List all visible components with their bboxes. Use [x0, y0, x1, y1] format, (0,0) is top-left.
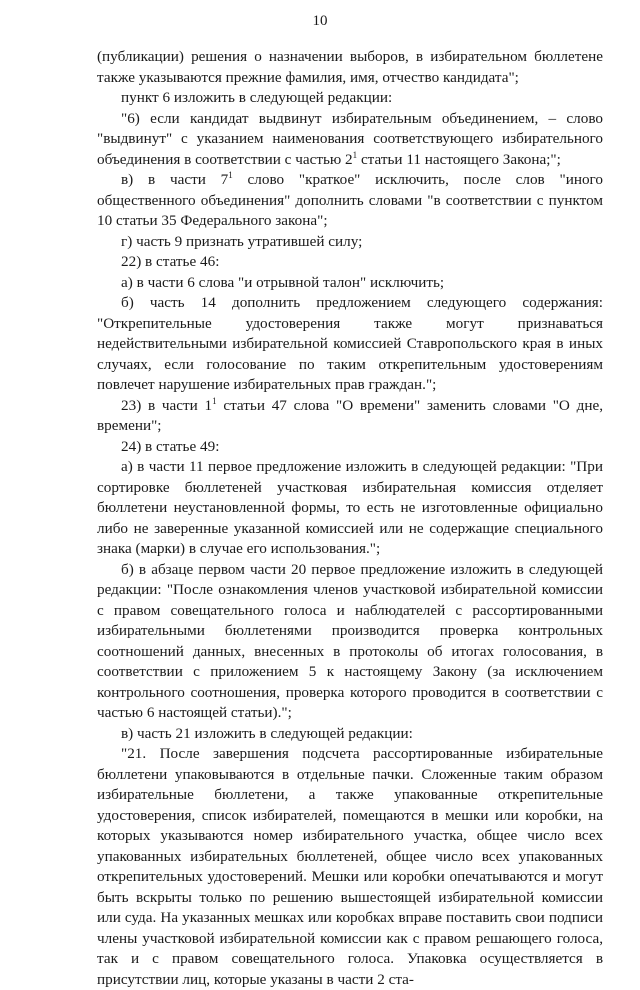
superscript: 1 — [352, 149, 358, 160]
paragraph — [97, 170, 603, 232]
paragraph: б) часть 14 дополнить предложением следующего содержания: "Открепительные удостоверения также могут признаваться недействительными избирательной комиссией Ставропольского края в иных случаях, если голосование по таким открепительным удостоверениям повлечет нарушение избирательных прав граждан."; — [97, 294, 603, 393]
paragraph: а) в части 6 слова "и отрывной талон" исключить; — [121, 273, 445, 291]
paragraph: (публикации) решения о назначении выборов, в избирательном бюллетене также указываются прежние фамилия, имя, отчество кандидата"; — [97, 48, 603, 86]
paragraph: г) часть 9 признать утратившей силу; — [121, 232, 363, 250]
paragraph: в) часть 21 изложить в следующей редакции: — [121, 724, 413, 742]
text-run: 23) в части 1 — [121, 396, 213, 414]
superscript: 1 — [228, 169, 233, 180]
text-run: "6) если кандидат выдвинут избирательным объединением, – слово "выдвинут" с указанием наименования соответствующего избирательного объединения в соответствии с частью 2 — [97, 109, 603, 168]
paragraph — [97, 396, 603, 437]
superscript: 1 — [212, 395, 217, 406]
paragraph — [97, 109, 603, 171]
paragraph: 24) в статье 49: — [121, 437, 220, 455]
paragraph: а) в части 11 первое предложение изложить в следующей редакции: "При сортировке бюллетеней участковая избирательная комиссия отделяет бюллетени неустановленной формы, то есть не изготовленные официально либо не заверенные указанной комиссией или не содержащие специального знака (марки) в случае его использования."; — [97, 458, 603, 557]
text-run: статьи 11 настоящего Закона;"; — [357, 150, 561, 168]
paragraph: "21. После завершения подсчета рассортированные избирательные бюллетени упаковываются в отдельные пачки. Сложенные таким образом избирательные бюллетени, а также упакованные открепительные удостоверения, список избирателей, помещаются в мешки или коробки, на которых указываются номер избирательного участка, общее число всех упакованных избирательных бюллетеней, общее число всех упакованных открепительных удостоверений. Мешки или коробки опечатываются и могут быть вскрыты только по решению вышестоящей избирательной комиссии или суда. На указанных мешках или коробках вправе поставить свои подписи члены участковой избирательной комиссии как с правом решающего голоса, так и с правом совещательного голоса. Упаковка осуществляется в присутствии лиц, которые указаны в части 2 ста- — [97, 745, 603, 988]
page-number: 10 — [312, 13, 328, 29]
document-body — [97, 47, 603, 990]
text-run: статьи 47 слова "О времени" заменить словами "О дне, времени"; — [97, 396, 603, 434]
paragraph: 22) в статье 46: — [121, 253, 220, 270]
text-run: слово "краткое" исключить, после слов "иного общественного объединения" дополнить словами "в соответствии с пунктом 10 статьи 35 Федерального закона"; — [97, 171, 603, 229]
paragraph: пункт 6 изложить в следующей редакции: — [121, 89, 393, 106]
text-run: в) в части 7 — [121, 171, 229, 188]
paragraph: б) в абзаце первом части 20 первое предложение изложить в следующей редакции: "После ознакомления членов участковой избирательной комиссии с правом совещательного голоса и наблюдателей с рассортированными избирательными бюллетенями производится проверка контрольных соотношений данных, внесенных в протоколы об итогах голосования, в соответствии с приложением 5 к настоящему Закону (за исключением контрольного соотношения, проверка которого проводится в соответствии с частью 6 настоящей статьи)."; — [97, 560, 603, 721]
